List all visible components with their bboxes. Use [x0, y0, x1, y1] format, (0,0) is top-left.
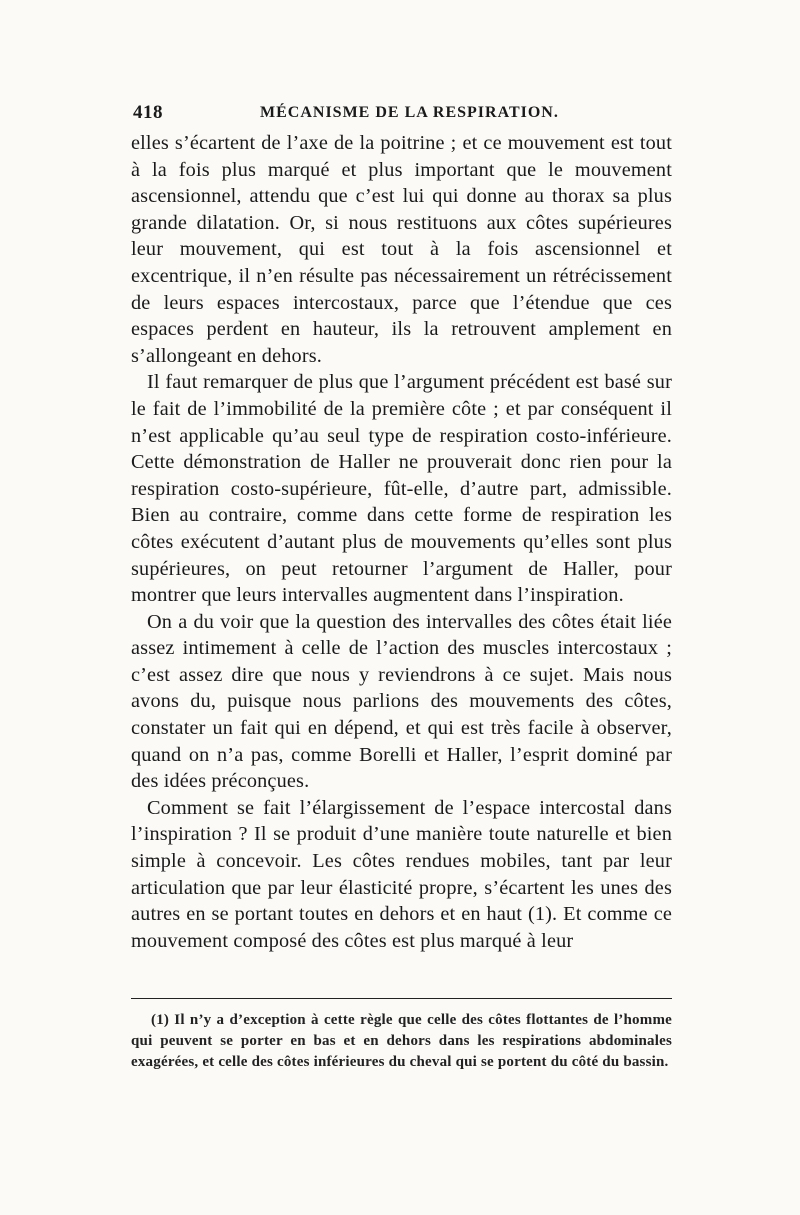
footnote-divider [131, 998, 672, 999]
page-number: 418 [133, 102, 163, 123]
paragraph-continued: elles s’écartent de l’axe de la poitrine ; et ce mouvement est tout à la fois plus marqué et plus important que le mouvement ascensionnel, attendu que c’est lui qui donne au thorax sa plus grande dilatation. Or, si nous restituons aux côtes supérieures leur mouvement, qui est tout à la fois ascensionnel et excentrique, il n’en résulte pas nécessairement un rétrécissement de leurs espaces intercostaux, parce que l’étendue que ces espaces perdent en hauteur, ils la retrouvent amplement en s’allongeant en dehors. [131, 132, 672, 367]
footnote [131, 1010, 672, 1073]
body-text [131, 130, 672, 954]
paragraph: Il faut remarquer de plus que l’argument précédent est basé sur le fait de l’immobilité de la première côte ; et par conséquent il n’est applicable qu’au seul type de respiration costo-inférieure. Cette démonstration de Haller ne prouverait donc rien pour la respiration costo-supérieure, fût-elle, d’autre part, admissible. Bien au contraire, comme dans cette forme de respiration les côtes exécutent d’autant plus de mouvements qu’elles sont plus supérieures, on peut retourner l’argument de Haller, pour montrer que leurs intervalles augmentent dans l’inspiration. [131, 371, 672, 607]
paragraph: Comment se fait l’élargissement de l’espace intercostal dans l’inspiration ? Il se produit d’une manière toute naturelle et bien simple à concevoir. Les côtes rendues mobiles, tant par leur articulation que par leur élasticité propre, s’écartent les unes des autres en se portant toutes en dehors et en haut (1). Et comme ce mouvement composé des côtes est plus marqué à leur [131, 796, 672, 952]
page-header [133, 102, 673, 126]
running-title: MÉCANISME DE LA RESPIRATION. [260, 104, 559, 121]
footnote-text: (1) Il n’y a d’exception à cette règle que celle des côtes flottantes de l’homme qui peuvent se porter en bas et en dehors dans les respirations abdominales exagérées, et celle des côtes inférieures du cheval qui se portent du côté du bassin. [131, 1012, 672, 1070]
paragraph: On a du voir que la question des intervalles des côtes était liée assez intimement à celle de l’action des muscles intercostaux ; c’est assez dire que nous y reviendrons à ce sujet. Mais nous avons du, puisque nous parlions des mouvements des côtes, constater un fait qui en dépend, et qui est très facile à observer, quand on n’a pas, comme Borelli et Haller, l’esprit dominé par des idées préconçues. [131, 610, 672, 793]
